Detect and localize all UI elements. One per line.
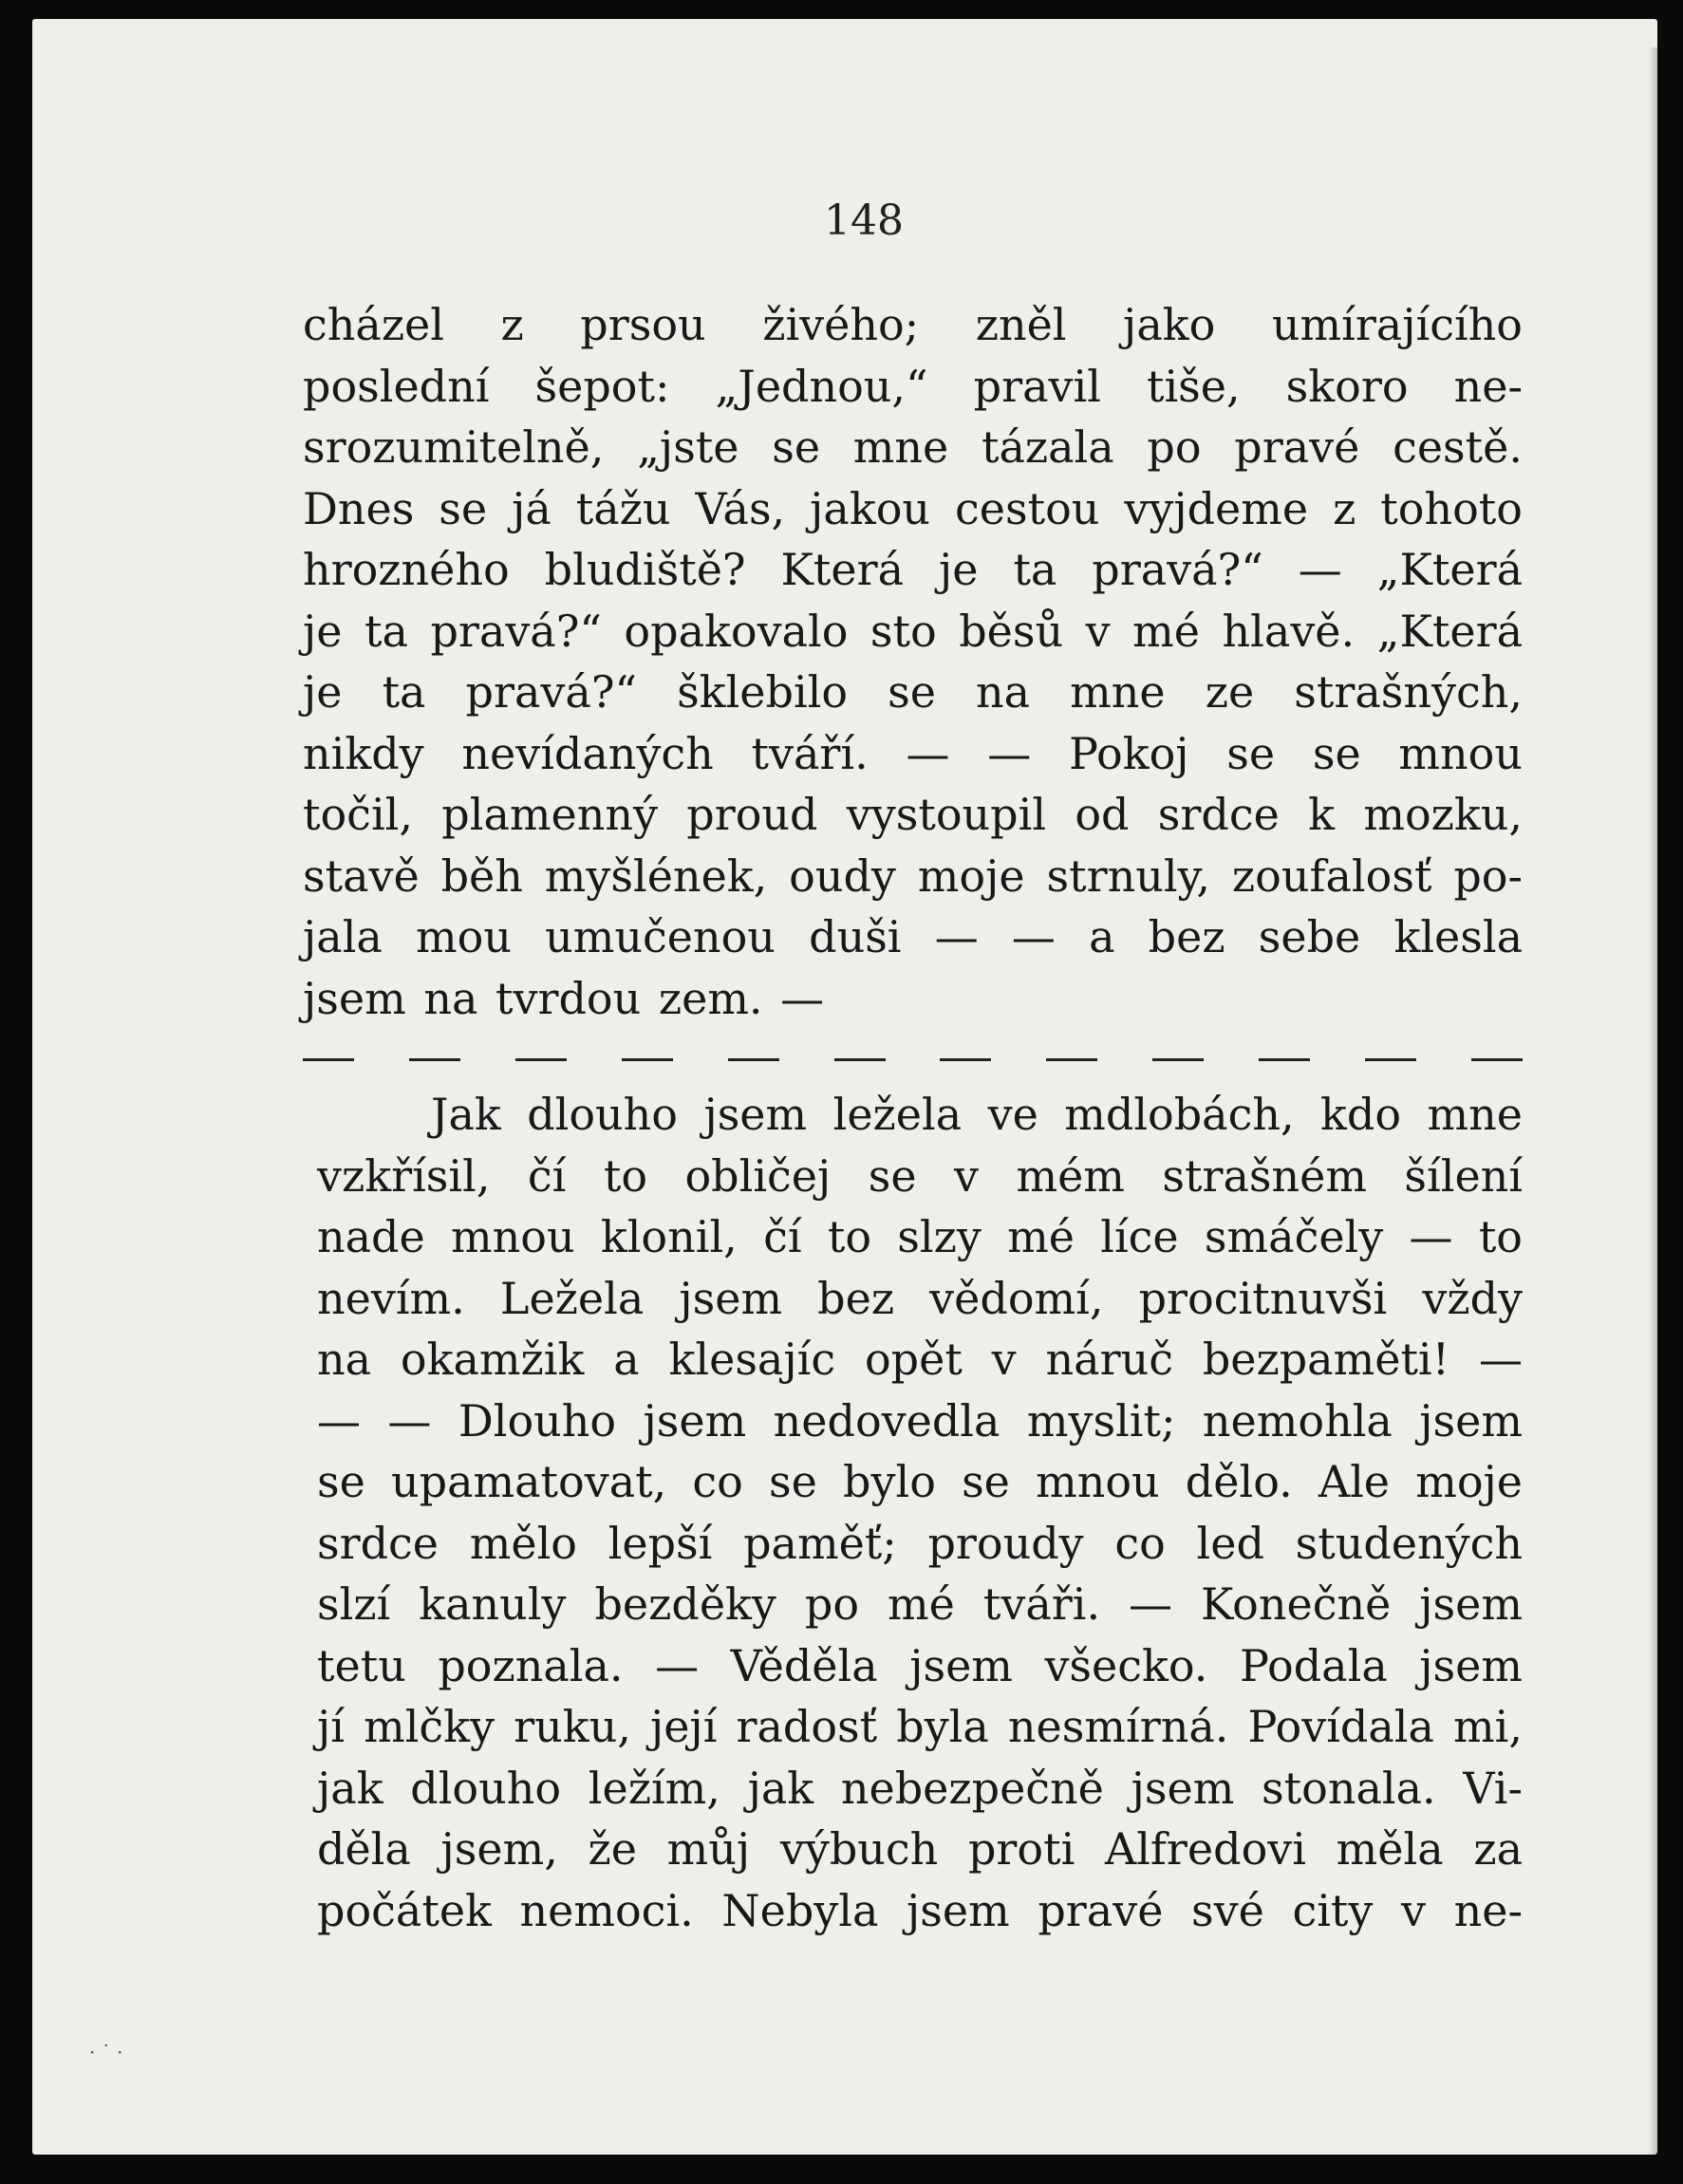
- separator-dash: [303, 1058, 354, 1061]
- text-line: se upamatovat, co se bylo se mnou dělo. Ale moje: [317, 1456, 1523, 1507]
- text-line: na okamžik a klesajíc opět v náruč bezpaměti! —: [317, 1334, 1523, 1385]
- page-edge-shadow: [1648, 47, 1657, 2164]
- text-line: srozumitelně, „jste se mne tázala po pravé cestě.: [303, 421, 1523, 473]
- text-line: jí mlčky ruku, její radosť byla nesmírná. Povídala mi,: [317, 1701, 1523, 1752]
- text-line: je ta pravá?“ opakovalo sto běsů v mé hlavě. „Která: [303, 605, 1523, 657]
- page-number: 148: [824, 196, 904, 245]
- separator-dash: [728, 1058, 779, 1061]
- text-line: jak dlouho ležím, jak nebezpečně jsem stonala. Vi-: [317, 1762, 1523, 1814]
- text-line: Jak dlouho jsem ležela ve mdlobách, kdo mne: [431, 1089, 1523, 1140]
- text-line: nikdy nevídaných tváří. — — Pokoj se se mnou: [303, 727, 1523, 779]
- separator-dash: [622, 1058, 673, 1061]
- text-line: stavě běh myšlének, oudy moje strnuly, zoufalosť po-: [303, 849, 1523, 902]
- separator-dash: [834, 1058, 886, 1061]
- separator-dash: [1046, 1058, 1097, 1061]
- separator-dash-rule: [303, 1029, 1523, 1091]
- separator-dash: [515, 1058, 567, 1061]
- text-line: cházel z prsou živého; zněl jako umírajícího: [303, 299, 1523, 350]
- text-line: poslední šepot: „Jednou,“ pravil tiše, skoro ne-: [303, 360, 1523, 412]
- separator-dash: [1259, 1058, 1310, 1061]
- page-specks: · ˙ ·: [89, 2041, 123, 2063]
- text-line: počátek nemoci. Nebyla jsem pravé své city v ne-: [317, 1884, 1523, 1936]
- separator-dash: [1471, 1058, 1523, 1061]
- text-line: — — Dlouho jsem nedovedla myslit; nemohla jsem: [317, 1394, 1523, 1447]
- text-line: slzí kanuly bezděky po mé tváři. — Konečně jsem: [317, 1578, 1523, 1630]
- separator-dash: [409, 1058, 460, 1061]
- text-line: srdce mělo lepší paměť; proudy co led studených: [317, 1517, 1523, 1569]
- separator-dash: [940, 1058, 991, 1061]
- text-line: točil, plamenný proud vystoupil od srdce k mozku,: [303, 789, 1523, 840]
- paragraph-2: [317, 1084, 1523, 1941]
- paragraph-1: [303, 294, 1523, 1029]
- text-line: je ta pravá?“ šklebilo se na mne ze strašných,: [303, 666, 1523, 718]
- book-page: [32, 19, 1657, 2155]
- text-line: vzkřísil, čí to obličej se v mém strašném šílení: [317, 1149, 1523, 1202]
- text-line: jala mou umučenou duši — — a bez sebe klesla: [303, 911, 1523, 962]
- separator-dash: [1152, 1058, 1204, 1061]
- text-line: děla jsem, že můj výbuch proti Alfredovi měla za: [317, 1823, 1523, 1875]
- text-line: hrozného bludiště? Která je ta pravá?“ — „Která: [303, 544, 1523, 595]
- separator-dash: [1365, 1058, 1416, 1061]
- text-line: Dnes se já tážu Vás, jakou cestou vyjdeme z tohoto: [303, 482, 1523, 534]
- text-line: nade mnou klonil, čí to slzy mé líce smáčely — to: [317, 1211, 1523, 1262]
- text-line: jsem na tvrdou zem. —: [303, 972, 825, 1024]
- text-line: nevím. Ležela jsem bez vědomí, procitnuvši vždy: [317, 1272, 1523, 1324]
- text-line: tetu poznala. — Věděla jsem všecko. Podala jsem: [317, 1639, 1523, 1691]
